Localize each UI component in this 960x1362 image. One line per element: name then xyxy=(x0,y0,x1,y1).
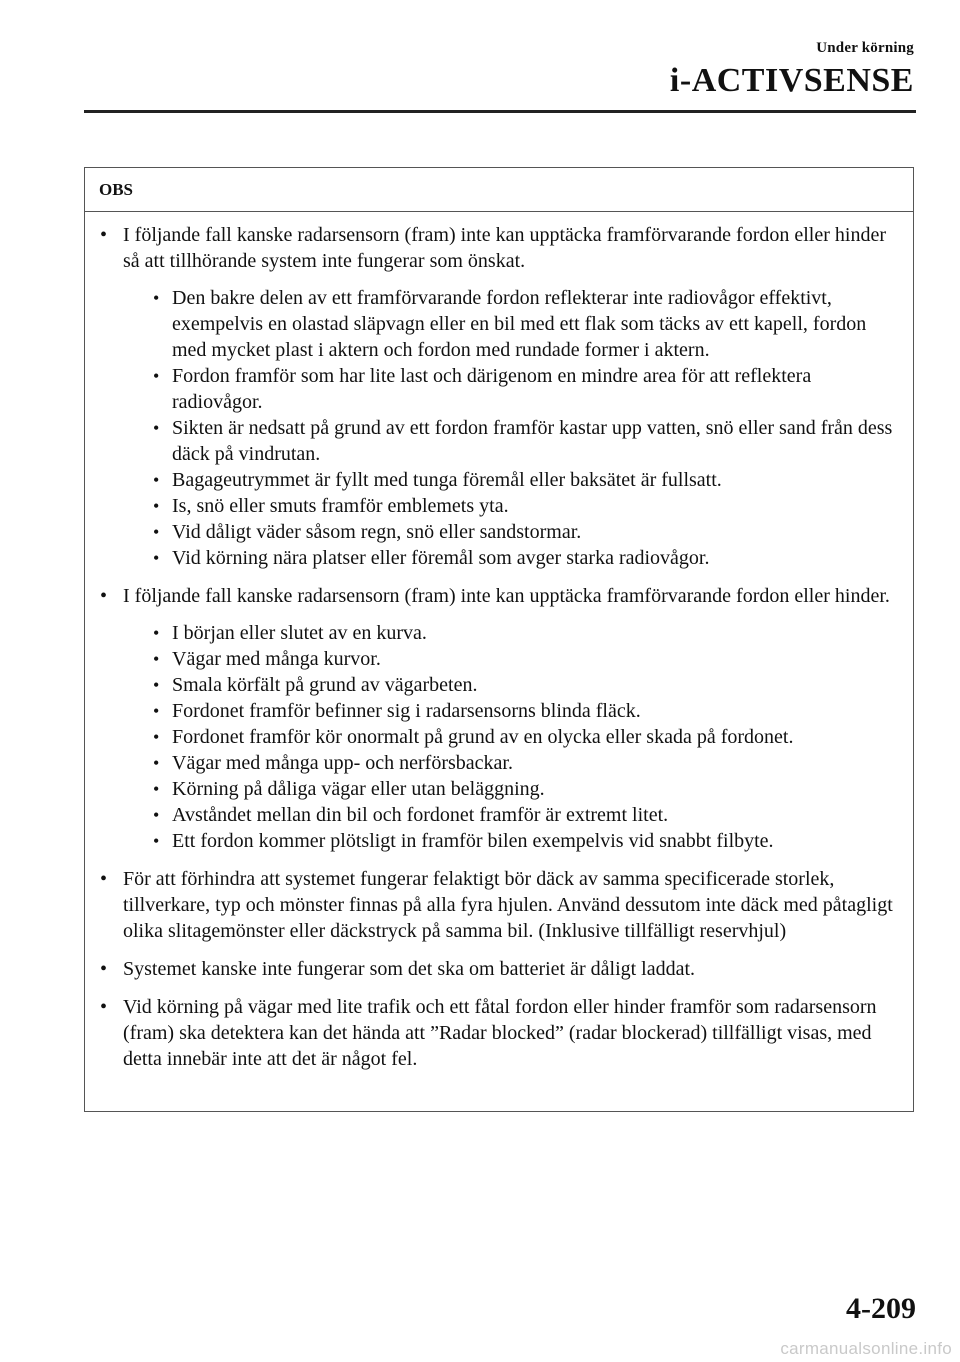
bullet-icon: • xyxy=(153,779,160,799)
sub-list xyxy=(123,620,899,854)
sub-item-text: Ett fordon kommer plötsligt in framför bilen exempelvis vid snabbt filbyte. xyxy=(172,830,774,852)
sub-item xyxy=(123,802,899,828)
bullet-icon: • xyxy=(153,805,160,825)
bullet-icon: • xyxy=(153,675,160,695)
bullet-icon: • xyxy=(153,623,160,643)
sub-item xyxy=(123,750,899,776)
note-text: Vid körning på vägar med lite trafik och ett fåtal fordon eller hinder framför som radarsensorn (fram) ska detektera kan det hända att ”Radar blocked” (radar blockerad) tillfälligt visas, med detta innebär inte att det är något fel. xyxy=(123,996,877,1070)
sub-list xyxy=(123,285,899,571)
bullet-icon: • xyxy=(153,548,160,568)
sub-item xyxy=(123,363,899,415)
bullet-icon: • xyxy=(153,496,160,516)
obs-heading: OBS xyxy=(85,168,913,212)
bullet-icon: • xyxy=(100,585,108,607)
obs-body xyxy=(85,212,913,1072)
chapter-title: i-ACTIVSENSE xyxy=(669,62,914,99)
sub-item xyxy=(123,672,899,698)
sub-item xyxy=(123,646,899,672)
sub-item-text: Körning på dåliga vägar eller utan beläggning. xyxy=(172,778,545,800)
note-text: Systemet kanske inte fungerar som det ska om batteriet är dåligt laddat. xyxy=(123,958,696,980)
bullet-icon: • xyxy=(153,418,160,438)
note-item xyxy=(99,956,899,982)
note-item xyxy=(99,994,899,1072)
sub-item xyxy=(123,493,899,519)
note-item xyxy=(99,583,899,854)
sub-item-text: Fordon framför som har lite last och därigenom en mindre area för att reflektera radiovågor. xyxy=(172,365,812,413)
sub-item-text: Sikten är nedsatt på grund av ett fordon framför kastar upp vatten, snö eller sand från dess däck på vindrutan. xyxy=(172,417,893,465)
sub-item-text: Vägar med många kurvor. xyxy=(172,648,381,670)
section-title: Under körning xyxy=(816,40,914,56)
bullet-icon: • xyxy=(153,649,160,669)
bullet-icon: • xyxy=(100,958,108,980)
sub-item xyxy=(123,467,899,493)
sub-item-text: Vid dåligt väder såsom regn, snö eller sandstormar. xyxy=(172,521,582,543)
sub-item xyxy=(123,519,899,545)
note-item xyxy=(99,866,899,944)
bullet-icon: • xyxy=(153,522,160,542)
sub-item-text: Is, snö eller smuts framför emblemets yta. xyxy=(172,495,509,517)
sub-item-text: Vägar med många upp- och nerförsbackar. xyxy=(172,752,513,774)
note-item xyxy=(99,222,899,571)
bullet-icon: • xyxy=(100,224,108,246)
bullet-icon: • xyxy=(153,366,160,386)
sub-item-text: Fordonet framför befinner sig i radarsensorns blinda fläck. xyxy=(172,700,641,722)
sub-item-text: Smala körfält på grund av vägarbeten. xyxy=(172,674,478,696)
bullet-icon: • xyxy=(153,288,160,308)
watermark: carmanualsonline.info xyxy=(780,1339,952,1358)
bullet-icon: • xyxy=(153,831,160,851)
obs-notice-box xyxy=(84,167,914,1112)
sub-item xyxy=(123,415,899,467)
sub-item xyxy=(123,285,899,363)
sub-item xyxy=(123,620,899,646)
sub-item xyxy=(123,776,899,802)
note-text: I följande fall kanske radarsensorn (fram) inte kan upptäcka framförvarande fordon eller hinder så att tillhörande system inte fungerar som önskat. xyxy=(123,224,886,272)
sub-item-text: Bagageutrymmet är fyllt med tunga föremål eller baksätet är fullsatt. xyxy=(172,469,722,491)
sub-item-text: I början eller slutet av en kurva. xyxy=(172,622,427,644)
sub-item-text: Fordonet framför kör onormalt på grund av en olycka eller skada på fordonet. xyxy=(172,726,794,748)
bullet-icon: • xyxy=(153,753,160,773)
sub-item-text: Vid körning nära platser eller föremål som avger starka radiovågor. xyxy=(172,547,710,569)
bullet-icon: • xyxy=(153,470,160,490)
note-text: För att förhindra att systemet fungerar felaktigt bör däck av samma specificerade storlek, tillverkare, typ och mönster finnas på alla fyra hjulen. Använd dessutom inte däck med påtagligt olika slitagemönster eller däckstryck på samma bil. (Inklusive tillfälligt reservhjul) xyxy=(123,868,893,942)
sub-item xyxy=(123,828,899,854)
bullet-icon: • xyxy=(100,996,108,1018)
sub-item xyxy=(123,724,899,750)
bullet-icon: • xyxy=(153,727,160,747)
sub-item xyxy=(123,698,899,724)
sub-item xyxy=(123,545,899,571)
header-divider xyxy=(84,110,916,113)
bullet-icon: • xyxy=(100,868,108,890)
bullet-icon: • xyxy=(153,701,160,721)
sub-item-text: Avståndet mellan din bil och fordonet framför är extremt litet. xyxy=(172,804,669,826)
note-text: I följande fall kanske radarsensorn (fram) inte kan upptäcka framförvarande fordon eller hinder. xyxy=(123,585,890,607)
sub-item-text: Den bakre delen av ett framförvarande fordon reflekterar inte radiovågor effektivt, exempelvis en olastad släpvagn eller en bil med ett flak som täcks av ett kapell, fordon med mycket plast i aktern och fordon med rundade former i aktern. xyxy=(172,287,867,361)
page-number: 4-209 xyxy=(846,1292,916,1325)
